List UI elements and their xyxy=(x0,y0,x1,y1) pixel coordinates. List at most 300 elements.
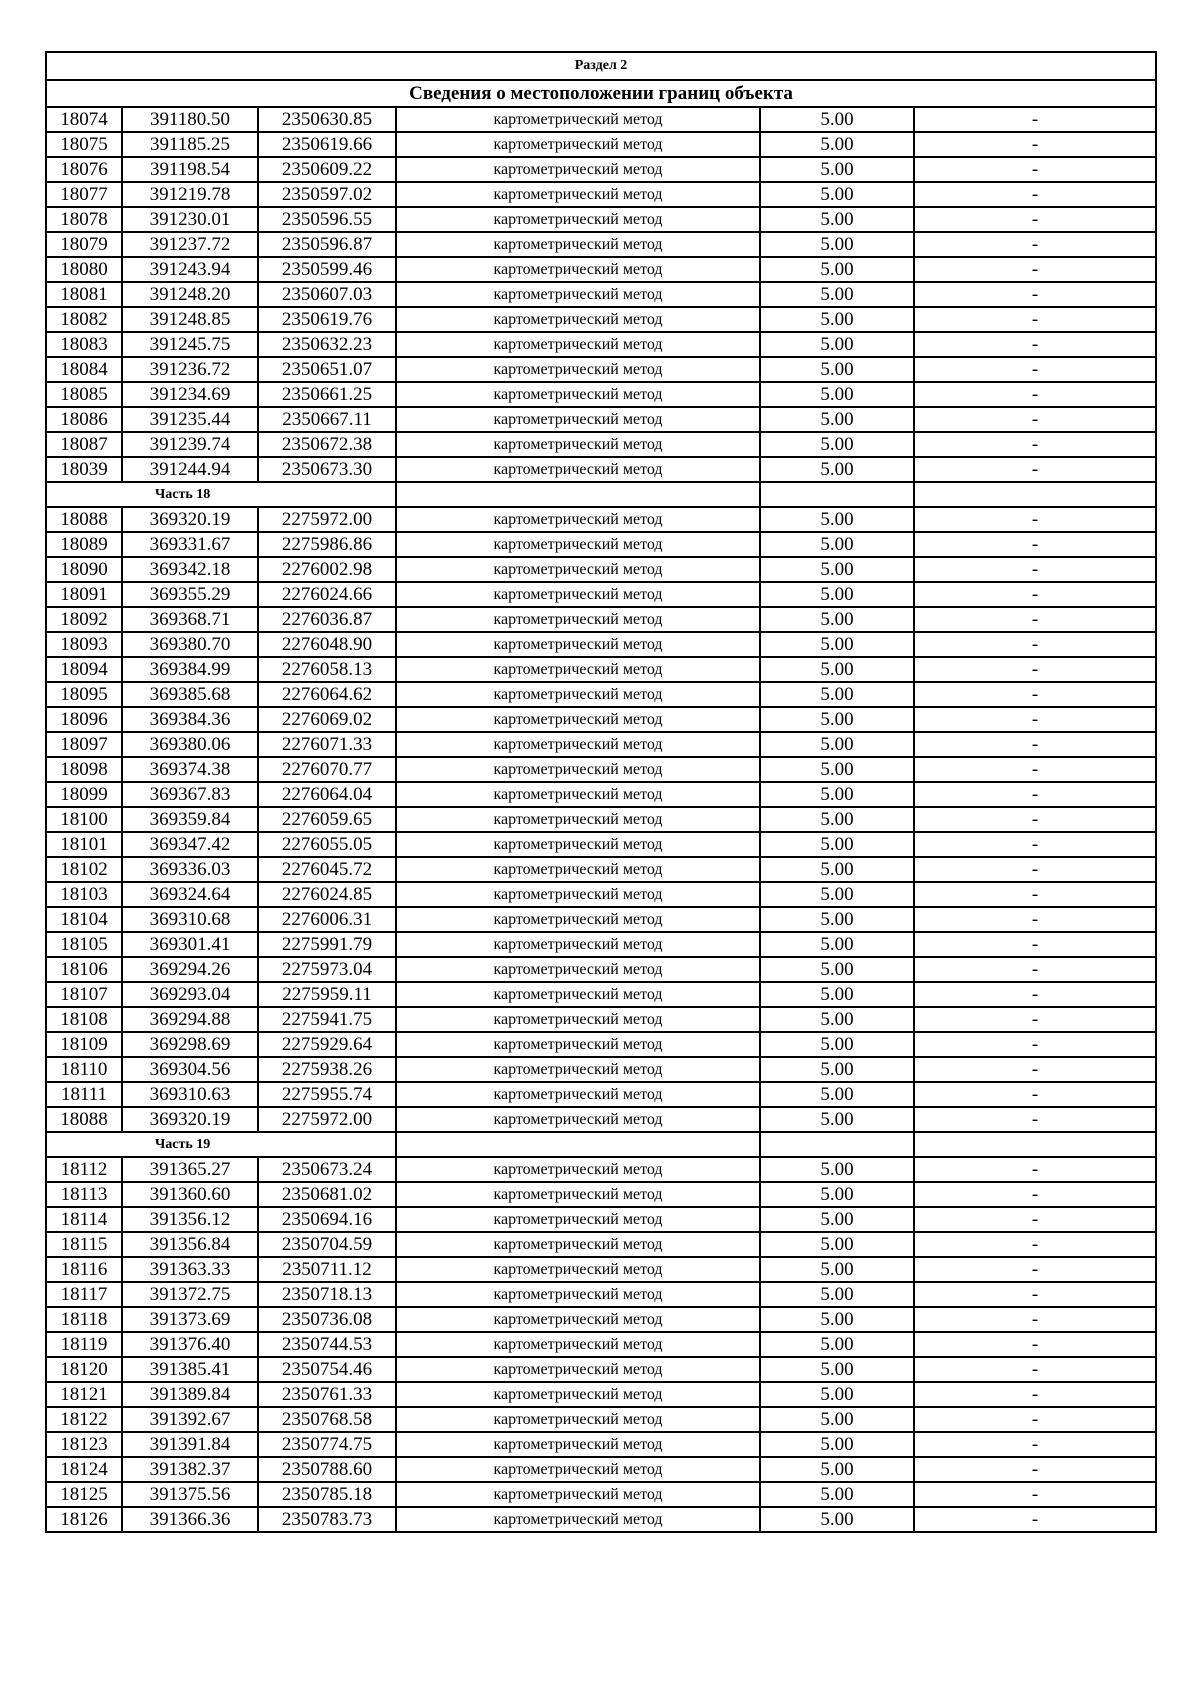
x-coordinate-cell: 369384.99 xyxy=(122,657,258,682)
accuracy-cell: 5.00 xyxy=(760,1007,914,1032)
x-coordinate-cell: 369347.42 xyxy=(122,832,258,857)
point-id-cell: 18121 xyxy=(46,1382,122,1407)
x-coordinate-cell: 391356.12 xyxy=(122,1207,258,1232)
x-coordinate-cell: 369294.88 xyxy=(122,1007,258,1032)
accuracy-cell: 5.00 xyxy=(760,607,914,632)
method-cell: картометрический метод xyxy=(396,732,760,757)
method-cell: картометрический метод xyxy=(396,982,760,1007)
accuracy-cell: 5.00 xyxy=(760,782,914,807)
point-id-cell: 18081 xyxy=(46,282,122,307)
accuracy-cell: 5.00 xyxy=(760,1107,914,1132)
x-coordinate-cell: 369301.41 xyxy=(122,932,258,957)
table-row xyxy=(46,507,1156,532)
y-coordinate-cell: 2350619.76 xyxy=(258,307,396,332)
x-coordinate-cell: 391237.72 xyxy=(122,232,258,257)
method-cell: картометрический метод xyxy=(396,1057,760,1082)
method-cell: картометрический метод xyxy=(396,632,760,657)
note-cell: - xyxy=(914,382,1156,407)
note-cell: - xyxy=(914,807,1156,832)
method-cell: картометрический метод xyxy=(396,1007,760,1032)
method-cell: картометрический метод xyxy=(396,1432,760,1457)
table-row xyxy=(46,532,1156,557)
x-coordinate-cell: 391372.75 xyxy=(122,1282,258,1307)
x-coordinate-cell: 369293.04 xyxy=(122,982,258,1007)
point-id-cell: 18112 xyxy=(46,1157,122,1182)
y-coordinate-cell: 2276006.31 xyxy=(258,907,396,932)
accuracy-cell: 5.00 xyxy=(760,632,914,657)
y-coordinate-cell: 2276002.98 xyxy=(258,557,396,582)
x-coordinate-cell: 369310.63 xyxy=(122,1082,258,1107)
y-coordinate-cell: 2276045.72 xyxy=(258,857,396,882)
method-cell: картометрический метод xyxy=(396,507,760,532)
method-cell: картометрический метод xyxy=(396,1507,760,1532)
point-id-cell: 18092 xyxy=(46,607,122,632)
method-cell: картометрический метод xyxy=(396,1082,760,1107)
accuracy-cell: 5.00 xyxy=(760,1157,914,1182)
y-coordinate-cell: 2350673.30 xyxy=(258,457,396,482)
x-coordinate-cell: 391180.50 xyxy=(122,107,258,132)
y-coordinate-cell: 2275973.04 xyxy=(258,957,396,982)
note-cell: - xyxy=(914,607,1156,632)
table-row xyxy=(46,782,1156,807)
y-coordinate-cell: 2350630.85 xyxy=(258,107,396,132)
y-coordinate-cell: 2350774.75 xyxy=(258,1432,396,1457)
x-coordinate-cell: 391363.33 xyxy=(122,1257,258,1282)
note-cell: - xyxy=(914,232,1156,257)
table-row xyxy=(46,232,1156,257)
y-coordinate-cell: 2350596.55 xyxy=(258,207,396,232)
point-id-cell: 18101 xyxy=(46,832,122,857)
point-id-cell: 18114 xyxy=(46,1207,122,1232)
x-coordinate-cell: 369359.84 xyxy=(122,807,258,832)
x-coordinate-cell: 391234.69 xyxy=(122,382,258,407)
x-coordinate-cell: 369380.06 xyxy=(122,732,258,757)
point-id-cell: 18098 xyxy=(46,757,122,782)
table-row xyxy=(46,432,1156,457)
table-row xyxy=(46,957,1156,982)
table-row xyxy=(46,207,1156,232)
y-coordinate-cell: 2276070.77 xyxy=(258,757,396,782)
point-id-cell: 18087 xyxy=(46,432,122,457)
method-cell: картометрический метод xyxy=(396,1232,760,1257)
table-row xyxy=(46,1257,1156,1282)
point-id-cell: 18125 xyxy=(46,1482,122,1507)
method-cell: картометрический метод xyxy=(396,257,760,282)
point-id-cell: 18100 xyxy=(46,807,122,832)
note-cell: - xyxy=(914,1357,1156,1382)
accuracy-cell: 5.00 xyxy=(760,457,914,482)
note-cell: - xyxy=(914,682,1156,707)
y-coordinate-cell: 2350704.59 xyxy=(258,1232,396,1257)
method-cell: картометрический метод xyxy=(396,282,760,307)
point-id-cell: 18078 xyxy=(46,207,122,232)
point-id-cell: 18080 xyxy=(46,257,122,282)
accuracy-cell: 5.00 xyxy=(760,1432,914,1457)
y-coordinate-cell: 2275986.86 xyxy=(258,532,396,557)
x-coordinate-cell: 391389.84 xyxy=(122,1382,258,1407)
table-row xyxy=(46,1032,1156,1057)
accuracy-cell: 5.00 xyxy=(760,757,914,782)
note-cell: - xyxy=(914,432,1156,457)
y-coordinate-cell: 2350596.87 xyxy=(258,232,396,257)
method-cell: картометрический метод xyxy=(396,307,760,332)
point-id-cell: 18124 xyxy=(46,1457,122,1482)
method-cell: картометрический метод xyxy=(396,532,760,557)
table-row xyxy=(46,1007,1156,1032)
x-coordinate-cell: 369320.19 xyxy=(122,507,258,532)
method-cell: картометрический метод xyxy=(396,1207,760,1232)
table-row xyxy=(46,1057,1156,1082)
accuracy-cell: 5.00 xyxy=(760,582,914,607)
table-row xyxy=(46,907,1156,932)
note-cell: - xyxy=(914,1157,1156,1182)
method-cell: картометрический метод xyxy=(396,707,760,732)
part-accuracy-cell xyxy=(760,1132,914,1157)
part-label: Часть 18 xyxy=(46,482,396,507)
y-coordinate-cell: 2350718.13 xyxy=(258,1282,396,1307)
accuracy-cell: 5.00 xyxy=(760,957,914,982)
table-row xyxy=(46,757,1156,782)
y-coordinate-cell: 2276069.02 xyxy=(258,707,396,732)
x-coordinate-cell: 369298.69 xyxy=(122,1032,258,1057)
method-cell: картометрический метод xyxy=(396,907,760,932)
x-coordinate-cell: 391385.41 xyxy=(122,1357,258,1382)
method-cell: картометрический метод xyxy=(396,1282,760,1307)
y-coordinate-cell: 2350667.11 xyxy=(258,407,396,432)
y-coordinate-cell: 2350761.33 xyxy=(258,1382,396,1407)
point-id-cell: 18085 xyxy=(46,382,122,407)
table-row xyxy=(46,132,1156,157)
y-coordinate-cell: 2276048.90 xyxy=(258,632,396,657)
method-cell: картометрический метод xyxy=(396,132,760,157)
method-cell: картометрический метод xyxy=(396,1307,760,1332)
table-row xyxy=(46,1157,1156,1182)
note-cell: - xyxy=(914,157,1156,182)
note-cell: - xyxy=(914,857,1156,882)
method-cell: картометрический метод xyxy=(396,857,760,882)
accuracy-cell: 5.00 xyxy=(760,107,914,132)
point-id-cell: 18077 xyxy=(46,182,122,207)
note-cell: - xyxy=(914,257,1156,282)
table-row xyxy=(46,382,1156,407)
accuracy-cell: 5.00 xyxy=(760,1382,914,1407)
y-coordinate-cell: 2275929.64 xyxy=(258,1032,396,1057)
x-coordinate-cell: 391248.85 xyxy=(122,307,258,332)
y-coordinate-cell: 2350599.46 xyxy=(258,257,396,282)
method-cell: картометрический метод xyxy=(396,682,760,707)
part-accuracy-cell xyxy=(760,482,914,507)
accuracy-cell: 5.00 xyxy=(760,732,914,757)
table-row xyxy=(46,1282,1156,1307)
method-cell: картометрический метод xyxy=(396,457,760,482)
y-coordinate-cell: 2350785.18 xyxy=(258,1482,396,1507)
y-coordinate-cell: 2275955.74 xyxy=(258,1082,396,1107)
table-row xyxy=(46,457,1156,482)
y-coordinate-cell: 2350672.38 xyxy=(258,432,396,457)
note-cell: - xyxy=(914,1207,1156,1232)
method-cell: картометрический метод xyxy=(396,582,760,607)
table-row xyxy=(46,1182,1156,1207)
note-cell: - xyxy=(914,882,1156,907)
method-cell: картометрический метод xyxy=(396,107,760,132)
method-cell: картометрический метод xyxy=(396,1332,760,1357)
accuracy-cell: 5.00 xyxy=(760,357,914,382)
note-cell: - xyxy=(914,1332,1156,1357)
table-row xyxy=(46,257,1156,282)
x-coordinate-cell: 391185.25 xyxy=(122,132,258,157)
accuracy-cell: 5.00 xyxy=(760,257,914,282)
accuracy-cell: 5.00 xyxy=(760,657,914,682)
y-coordinate-cell: 2350681.02 xyxy=(258,1182,396,1207)
accuracy-cell: 5.00 xyxy=(760,832,914,857)
method-cell: картометрический метод xyxy=(396,1257,760,1282)
point-id-cell: 18079 xyxy=(46,232,122,257)
note-cell: - xyxy=(914,132,1156,157)
table-row xyxy=(46,982,1156,1007)
y-coordinate-cell: 2350768.58 xyxy=(258,1407,396,1432)
table-row xyxy=(46,107,1156,132)
method-cell: картометрический метод xyxy=(396,232,760,257)
point-id-cell: 18091 xyxy=(46,582,122,607)
table-row xyxy=(46,732,1156,757)
method-cell: картометрический метод xyxy=(396,182,760,207)
accuracy-cell: 5.00 xyxy=(760,1357,914,1382)
point-id-cell: 18115 xyxy=(46,1232,122,1257)
point-id-cell: 18097 xyxy=(46,732,122,757)
accuracy-cell: 5.00 xyxy=(760,1057,914,1082)
y-coordinate-cell: 2276024.85 xyxy=(258,882,396,907)
x-coordinate-cell: 391366.36 xyxy=(122,1507,258,1532)
accuracy-cell: 5.00 xyxy=(760,1307,914,1332)
method-cell: картометрический метод xyxy=(396,332,760,357)
accuracy-cell: 5.00 xyxy=(760,1482,914,1507)
method-cell: картометрический метод xyxy=(396,932,760,957)
accuracy-cell: 5.00 xyxy=(760,332,914,357)
note-cell: - xyxy=(914,207,1156,232)
method-cell: картометрический метод xyxy=(396,157,760,182)
accuracy-cell: 5.00 xyxy=(760,382,914,407)
note-cell: - xyxy=(914,307,1156,332)
note-cell: - xyxy=(914,1307,1156,1332)
table-row xyxy=(46,682,1156,707)
x-coordinate-cell: 391239.74 xyxy=(122,432,258,457)
x-coordinate-cell: 369374.38 xyxy=(122,757,258,782)
table-row xyxy=(46,882,1156,907)
method-cell: картометрический метод xyxy=(396,407,760,432)
y-coordinate-cell: 2350661.25 xyxy=(258,382,396,407)
x-coordinate-cell: 369368.71 xyxy=(122,607,258,632)
y-coordinate-cell: 2275938.26 xyxy=(258,1057,396,1082)
accuracy-cell: 5.00 xyxy=(760,132,914,157)
point-id-cell: 18093 xyxy=(46,632,122,657)
point-id-cell: 18099 xyxy=(46,782,122,807)
accuracy-cell: 5.00 xyxy=(760,682,914,707)
note-cell: - xyxy=(914,1057,1156,1082)
x-coordinate-cell: 391244.94 xyxy=(122,457,258,482)
accuracy-cell: 5.00 xyxy=(760,932,914,957)
point-id-cell: 18083 xyxy=(46,332,122,357)
y-coordinate-cell: 2275972.00 xyxy=(258,507,396,532)
point-id-cell: 18088 xyxy=(46,1107,122,1132)
point-id-cell: 18123 xyxy=(46,1432,122,1457)
y-coordinate-cell: 2276064.62 xyxy=(258,682,396,707)
note-cell: - xyxy=(914,757,1156,782)
y-coordinate-cell: 2276024.66 xyxy=(258,582,396,607)
accuracy-cell: 5.00 xyxy=(760,1507,914,1532)
y-coordinate-cell: 2350597.02 xyxy=(258,182,396,207)
accuracy-cell: 5.00 xyxy=(760,707,914,732)
point-id-cell: 18094 xyxy=(46,657,122,682)
x-coordinate-cell: 391198.54 xyxy=(122,157,258,182)
table-row xyxy=(46,1082,1156,1107)
accuracy-cell: 5.00 xyxy=(760,907,914,932)
part-method-cell xyxy=(396,1132,760,1157)
note-cell: - xyxy=(914,357,1156,382)
y-coordinate-cell: 2350632.23 xyxy=(258,332,396,357)
accuracy-cell: 5.00 xyxy=(760,1282,914,1307)
accuracy-cell: 5.00 xyxy=(760,557,914,582)
accuracy-cell: 5.00 xyxy=(760,282,914,307)
note-cell: - xyxy=(914,1457,1156,1482)
y-coordinate-cell: 2276036.87 xyxy=(258,607,396,632)
note-cell: - xyxy=(914,407,1156,432)
note-cell: - xyxy=(914,1507,1156,1532)
x-coordinate-cell: 391376.40 xyxy=(122,1332,258,1357)
point-id-cell: 18118 xyxy=(46,1307,122,1332)
point-id-cell: 18119 xyxy=(46,1332,122,1357)
table-heading: Сведения о местоположении границ объекта xyxy=(46,80,1156,107)
y-coordinate-cell: 2350651.07 xyxy=(258,357,396,382)
table-row xyxy=(46,1232,1156,1257)
note-cell: - xyxy=(914,332,1156,357)
table-body xyxy=(46,52,1156,1532)
x-coordinate-cell: 369320.19 xyxy=(122,1107,258,1132)
x-coordinate-cell: 391382.37 xyxy=(122,1457,258,1482)
accuracy-cell: 5.00 xyxy=(760,807,914,832)
point-id-cell: 18122 xyxy=(46,1407,122,1432)
method-cell: картометрический метод xyxy=(396,382,760,407)
table-row xyxy=(46,1107,1156,1132)
note-cell: - xyxy=(914,282,1156,307)
table-row xyxy=(46,582,1156,607)
y-coordinate-cell: 2350673.24 xyxy=(258,1157,396,1182)
accuracy-cell: 5.00 xyxy=(760,407,914,432)
x-coordinate-cell: 391219.78 xyxy=(122,182,258,207)
x-coordinate-cell: 369310.68 xyxy=(122,907,258,932)
accuracy-cell: 5.00 xyxy=(760,857,914,882)
point-id-cell: 18089 xyxy=(46,532,122,557)
table-row xyxy=(46,857,1156,882)
part-header-row xyxy=(46,1132,1156,1157)
table-row xyxy=(46,332,1156,357)
x-coordinate-cell: 391230.01 xyxy=(122,207,258,232)
x-coordinate-cell: 369331.67 xyxy=(122,532,258,557)
point-id-cell: 18090 xyxy=(46,557,122,582)
table-heading-row xyxy=(46,80,1156,107)
point-id-cell: 18096 xyxy=(46,707,122,732)
table-row xyxy=(46,1457,1156,1482)
method-cell: картометрический метод xyxy=(396,1382,760,1407)
note-cell: - xyxy=(914,1407,1156,1432)
method-cell: картометрический метод xyxy=(396,1457,760,1482)
point-id-cell: 18075 xyxy=(46,132,122,157)
table-row xyxy=(46,1432,1156,1457)
table-row xyxy=(46,282,1156,307)
note-cell: - xyxy=(914,532,1156,557)
x-coordinate-cell: 391356.84 xyxy=(122,1232,258,1257)
x-coordinate-cell: 391373.69 xyxy=(122,1307,258,1332)
y-coordinate-cell: 2276055.05 xyxy=(258,832,396,857)
part-header-row xyxy=(46,482,1156,507)
x-coordinate-cell: 369380.70 xyxy=(122,632,258,657)
x-coordinate-cell: 369304.56 xyxy=(122,1057,258,1082)
y-coordinate-cell: 2350744.53 xyxy=(258,1332,396,1357)
accuracy-cell: 5.00 xyxy=(760,432,914,457)
x-coordinate-cell: 369384.36 xyxy=(122,707,258,732)
table-row xyxy=(46,1307,1156,1332)
note-cell: - xyxy=(914,182,1156,207)
note-cell: - xyxy=(914,632,1156,657)
method-cell: картометрический метод xyxy=(396,807,760,832)
method-cell: картометрический метод xyxy=(396,607,760,632)
method-cell: картометрический метод xyxy=(396,657,760,682)
note-cell: - xyxy=(914,1482,1156,1507)
table-row xyxy=(46,707,1156,732)
y-coordinate-cell: 2350609.22 xyxy=(258,157,396,182)
x-coordinate-cell: 391375.56 xyxy=(122,1482,258,1507)
point-id-cell: 18103 xyxy=(46,882,122,907)
method-cell: картометрический метод xyxy=(396,357,760,382)
point-id-cell: 18110 xyxy=(46,1057,122,1082)
y-coordinate-cell: 2350607.03 xyxy=(258,282,396,307)
note-cell: - xyxy=(914,557,1156,582)
point-id-cell: 18113 xyxy=(46,1182,122,1207)
note-cell: - xyxy=(914,1382,1156,1407)
note-cell: - xyxy=(914,657,1156,682)
y-coordinate-cell: 2350711.12 xyxy=(258,1257,396,1282)
y-coordinate-cell: 2350736.08 xyxy=(258,1307,396,1332)
y-coordinate-cell: 2276059.65 xyxy=(258,807,396,832)
note-cell: - xyxy=(914,1007,1156,1032)
table-row xyxy=(46,357,1156,382)
x-coordinate-cell: 391365.27 xyxy=(122,1157,258,1182)
y-coordinate-cell: 2350754.46 xyxy=(258,1357,396,1382)
table-row xyxy=(46,1482,1156,1507)
section-title-row xyxy=(46,52,1156,80)
y-coordinate-cell: 2350694.16 xyxy=(258,1207,396,1232)
table-row xyxy=(46,182,1156,207)
table-row xyxy=(46,1357,1156,1382)
table-row xyxy=(46,932,1156,957)
method-cell: картометрический метод xyxy=(396,882,760,907)
point-id-cell: 18111 xyxy=(46,1082,122,1107)
note-cell: - xyxy=(914,707,1156,732)
point-id-cell: 18107 xyxy=(46,982,122,1007)
accuracy-cell: 5.00 xyxy=(760,532,914,557)
accuracy-cell: 5.00 xyxy=(760,1332,914,1357)
section-title: Раздел 2 xyxy=(46,52,1156,80)
boundary-coordinates-table xyxy=(45,51,1157,1533)
note-cell: - xyxy=(914,832,1156,857)
point-id-cell: 18105 xyxy=(46,932,122,957)
x-coordinate-cell: 369342.18 xyxy=(122,557,258,582)
point-id-cell: 18076 xyxy=(46,157,122,182)
method-cell: картометрический метод xyxy=(396,432,760,457)
point-id-cell: 18117 xyxy=(46,1282,122,1307)
method-cell: картометрический метод xyxy=(396,757,760,782)
y-coordinate-cell: 2275941.75 xyxy=(258,1007,396,1032)
note-cell: - xyxy=(914,1107,1156,1132)
